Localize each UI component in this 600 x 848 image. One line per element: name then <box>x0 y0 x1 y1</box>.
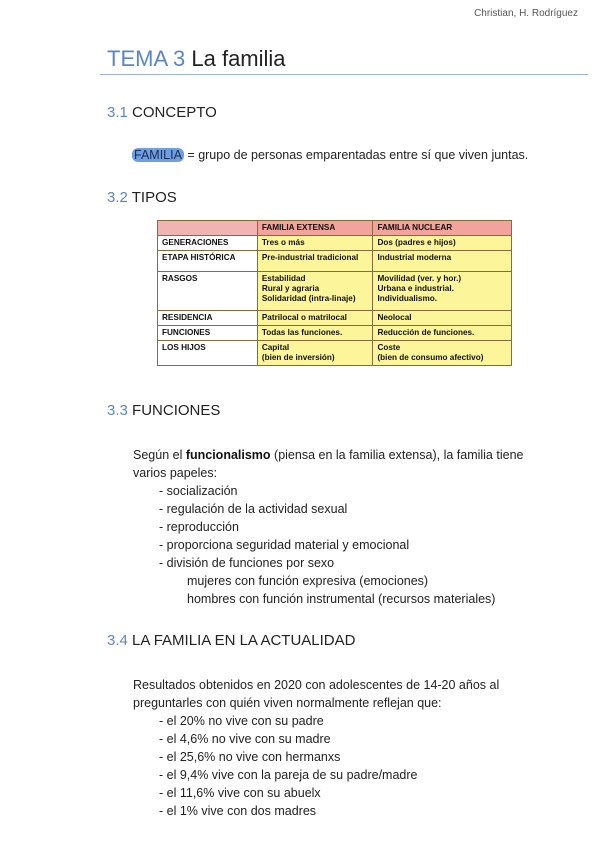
section-title: LA FAMILIA EN LA ACTUALIDAD <box>132 632 356 649</box>
cell-line: Patrilocal o matrilocal <box>261 313 347 322</box>
row-label: RASGOS <box>158 272 258 311</box>
section-tipos-heading <box>107 189 177 206</box>
cell-nuclear <box>373 326 512 341</box>
cell-extensa <box>257 326 373 341</box>
table-row <box>158 272 512 311</box>
table-row <box>158 341 512 366</box>
section-number: 3.1 <box>107 104 128 121</box>
cell-nuclear <box>373 272 512 311</box>
cell-line: Neolocal <box>377 313 412 322</box>
section-concepto-heading <box>107 104 217 121</box>
cell-line: Capital <box>261 343 290 352</box>
intro-text: Resultados obtenidos en 2020 con adolescentes de 14-20 años al <box>133 678 500 692</box>
sub-item: mujeres con función expresiva (emociones) <box>187 574 429 588</box>
cell-line: Reducción de funciones. <box>377 328 475 337</box>
cell-line: Industrial moderna <box>377 253 452 262</box>
intro-text: varios papeles: <box>133 466 218 480</box>
cell-extensa <box>257 341 373 366</box>
intro-text: (piensa en la familia extensa), la familia tiene <box>270 448 524 462</box>
intro-text: Según el <box>133 448 186 462</box>
table-header-row <box>158 221 512 236</box>
list-item: - división de funciones por sexo <box>159 554 409 572</box>
table-row <box>158 311 512 326</box>
header-familia-extensa: FAMILIA EXTENSA <box>257 221 373 236</box>
cell-line: Coste <box>377 343 401 352</box>
list-item: - el 1% vive con dos madres <box>159 802 417 820</box>
table-row <box>158 251 512 272</box>
cell-nuclear <box>373 341 512 366</box>
row-label: GENERACIONES <box>158 236 258 251</box>
section-funciones-heading <box>107 402 220 419</box>
list-item: - el 20% no vive con su padre <box>159 712 417 730</box>
cell-line: Solidaridad (intra-linaje) <box>261 294 356 303</box>
definition-text: = grupo de personas emparentadas entre sí que viven juntas. <box>187 148 529 162</box>
cell-line: Todas las funciones. <box>261 328 343 337</box>
section-number: 3.2 <box>107 189 128 206</box>
list-item: - el 25,6% no vive con hermanxs <box>159 748 417 766</box>
section-actualidad-heading <box>107 632 355 649</box>
title-divider <box>100 74 588 75</box>
title-number: TEMA 3 <box>107 46 186 71</box>
list-item: - el 11,6% vive con su abuelx <box>159 784 417 802</box>
funciones-intro <box>133 446 523 482</box>
section-number: 3.4 <box>107 632 128 649</box>
section-title: CONCEPTO <box>132 104 217 121</box>
actualidad-intro <box>133 676 499 712</box>
intro-text: preguntarles con quién viven normalmente reflejan que: <box>133 696 442 710</box>
cell-nuclear <box>373 311 512 326</box>
funcionalismo-term: funcionalismo <box>185 448 271 462</box>
list-item: - el 9,4% vive con la pareja de su padre/madre <box>159 766 417 784</box>
title-text: La familia <box>191 46 286 71</box>
highlighted-term: FAMILIA <box>134 148 182 162</box>
list-item: - proporciona seguridad material y emocional <box>159 536 409 554</box>
cell-extensa <box>257 251 373 272</box>
cell-extensa <box>257 311 373 326</box>
cell-nuclear <box>373 236 512 251</box>
actualidad-list <box>159 712 417 820</box>
table-row <box>158 326 512 341</box>
cell-line: (bien de consumo afectivo) <box>377 353 484 362</box>
section-title: FUNCIONES <box>132 402 221 419</box>
cell-line: Tres o más <box>261 238 305 247</box>
author-name: Christian, H. Rodríguez <box>474 8 578 19</box>
family-types-table <box>157 220 512 366</box>
list-item: - regulación de la actividad sexual <box>159 500 409 518</box>
row-label: FUNCIONES <box>158 326 258 341</box>
row-label: RESIDENCIA <box>158 311 258 326</box>
page-title <box>107 46 286 72</box>
cell-nuclear <box>373 251 512 272</box>
cell-line: Dos (padres e hijos) <box>377 238 456 247</box>
cell-line: Pre-industrial tradicional <box>261 253 359 262</box>
list-item: - el 4,6% no vive con su madre <box>159 730 417 748</box>
list-item: - reproducción <box>159 518 409 536</box>
cell-line: Estabilidad <box>261 274 306 283</box>
header-familia-nuclear: FAMILIA NUCLEAR <box>373 221 512 236</box>
cell-extensa <box>257 272 373 311</box>
sub-item: hombres con función instrumental (recursos materiales) <box>187 592 496 606</box>
table-row <box>158 236 512 251</box>
section-title: TIPOS <box>131 189 177 206</box>
cell-line: (bien de inversión) <box>261 353 335 362</box>
table-corner-cell <box>158 221 258 236</box>
row-label: ETAPA HISTÓRICA <box>158 251 258 272</box>
cell-line: Individualismo. <box>377 294 438 303</box>
definition-paragraph <box>132 146 528 164</box>
row-label: LOS HIJOS <box>158 341 258 366</box>
cell-line: Rural y agraria <box>261 284 320 293</box>
cell-line: Urbana e industrial. <box>377 284 454 293</box>
section-number: 3.3 <box>107 402 128 419</box>
list-item: - socialización <box>159 482 409 500</box>
cell-line: Movilidad (ver. y hor.) <box>377 274 462 283</box>
cell-extensa <box>257 236 373 251</box>
funciones-list <box>159 482 409 572</box>
